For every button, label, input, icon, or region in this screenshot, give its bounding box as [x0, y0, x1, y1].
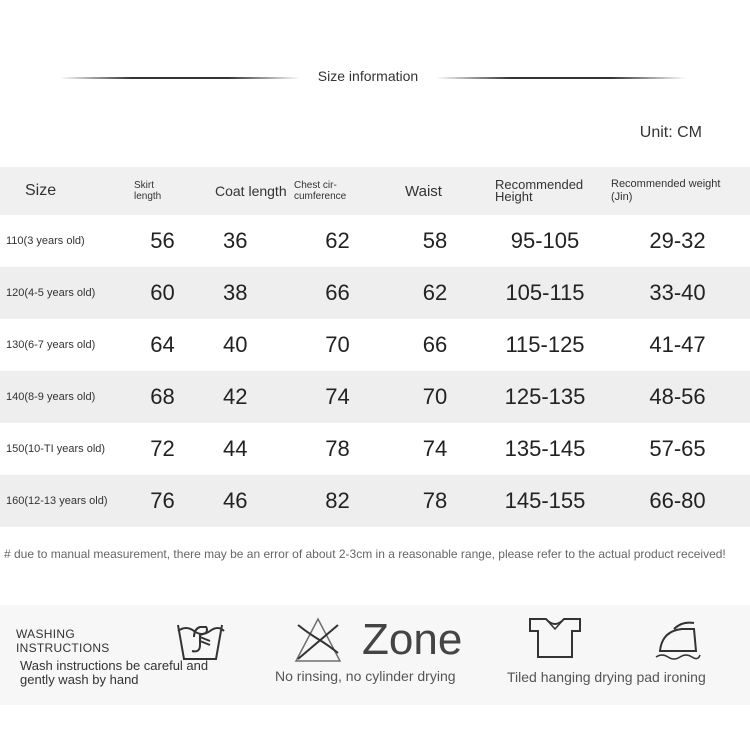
- no-rinse-label: No rinsing, no cylinder drying: [275, 668, 456, 684]
- cell-skirt: 64: [150, 332, 175, 357]
- cell-waist: 62: [422, 280, 448, 305]
- cell-weight: 57-65: [649, 436, 706, 461]
- cell-skirt: 72: [150, 436, 175, 461]
- cell-coat: 46: [223, 488, 248, 513]
- cell-coat: 42: [223, 384, 248, 409]
- table-row: [0, 371, 750, 423]
- washing-instructions-title: [16, 627, 110, 655]
- header-chest-line1: Chest cir-: [294, 180, 337, 191]
- cell-coat: 36: [223, 228, 248, 253]
- no-wring-icon: [290, 613, 346, 665]
- washing-desc-line1: Wash instructions be careful and: [20, 658, 209, 673]
- cell-coat: 38: [223, 280, 248, 305]
- iron-icon: [652, 617, 702, 661]
- cell-height: 145-155: [504, 488, 586, 513]
- cell-waist: 70: [422, 384, 448, 409]
- unit-label: Unit: CM: [639, 124, 702, 141]
- cell-size: 130(6-7 years old): [6, 339, 96, 351]
- cell-chest: 74: [325, 384, 350, 409]
- header-rec-weight-line2: (Jin): [611, 191, 633, 203]
- page-title: Size information: [317, 68, 419, 84]
- cell-waist: 74: [422, 436, 448, 461]
- cell-size: 140(8-9 years old): [6, 391, 96, 403]
- table-row: [0, 215, 750, 267]
- cell-weight: 33-40: [649, 280, 706, 305]
- cell-waist: 58: [422, 228, 448, 253]
- title-divider-right: [436, 77, 686, 79]
- washing-title-line2: INSTRUCTIONS: [16, 641, 110, 655]
- title-row: [0, 66, 750, 90]
- cell-weight: 41-47: [649, 332, 706, 357]
- cell-chest: 66: [325, 280, 350, 305]
- header-rec-height-line1: Recommended: [495, 177, 584, 192]
- cell-waist: 66: [422, 332, 448, 357]
- cell-height: 125-135: [504, 384, 586, 409]
- header-rec-height-line2: Height: [495, 189, 533, 204]
- table-row: [0, 423, 750, 475]
- care-instructions: [0, 605, 750, 705]
- washing-title-line1: WASHING: [16, 627, 75, 641]
- zone-label: Zone: [362, 615, 463, 664]
- cell-skirt: 60: [150, 280, 175, 305]
- cell-weight: 66-80: [649, 488, 706, 513]
- cell-size: 120(4-5 years old): [6, 287, 96, 299]
- header-size: Size: [25, 182, 57, 199]
- header-rec-weight: [605, 167, 750, 215]
- cell-weight: 29-32: [649, 228, 706, 253]
- header-skirt-length: [130, 167, 195, 215]
- hang-dry-shirt-icon: [526, 615, 584, 661]
- cell-height: 95-105: [510, 228, 580, 253]
- cell-size: 160(12-13 years old): [6, 495, 108, 507]
- header-chest: [290, 167, 385, 215]
- measurement-note: # due to manual measurement, there may be an error of about 2-3cm in a reasonable range, please refer to the actual product received!: [4, 547, 726, 561]
- hand-wash-basin-icon: [172, 613, 228, 665]
- cell-chest: 62: [325, 228, 350, 253]
- table-row: [0, 267, 750, 319]
- cell-skirt: 68: [150, 384, 175, 409]
- cell-chest: 82: [325, 488, 350, 513]
- cell-skirt: 76: [150, 488, 175, 513]
- cell-chest: 70: [325, 332, 350, 357]
- title-divider-left: [60, 77, 300, 79]
- header-skirt-line1: Skirt: [134, 180, 154, 191]
- size-table: [0, 167, 750, 527]
- table-header-row: [0, 167, 750, 215]
- header-rec-height: [485, 167, 605, 215]
- cell-waist: 78: [422, 488, 448, 513]
- table-row: [0, 475, 750, 527]
- cell-size: 150(10-TI years old): [6, 443, 106, 455]
- header-coat-length: Coat length: [215, 183, 287, 199]
- cell-chest: 78: [325, 436, 350, 461]
- header-chest-line2: cumference: [294, 191, 347, 202]
- header-skirt-line2: length: [134, 191, 162, 202]
- cell-coat: 40: [223, 332, 248, 357]
- header-waist: Waist: [405, 182, 442, 200]
- hanging-dry-label: Tiled hanging drying pad ironing: [507, 669, 706, 685]
- cell-height: 105-115: [505, 280, 585, 305]
- washing-desc-line2: gently wash by hand: [20, 672, 139, 687]
- cell-weight: 48-56: [649, 384, 706, 409]
- table-row: [0, 319, 750, 371]
- cell-height: 135-145: [504, 436, 586, 461]
- cell-coat: 44: [223, 436, 248, 461]
- header-rec-weight-line1: Recommended weight: [611, 178, 721, 190]
- cell-size: 110(3 years old): [6, 235, 85, 247]
- cell-height: 115-125: [505, 332, 585, 357]
- cell-skirt: 56: [150, 228, 175, 253]
